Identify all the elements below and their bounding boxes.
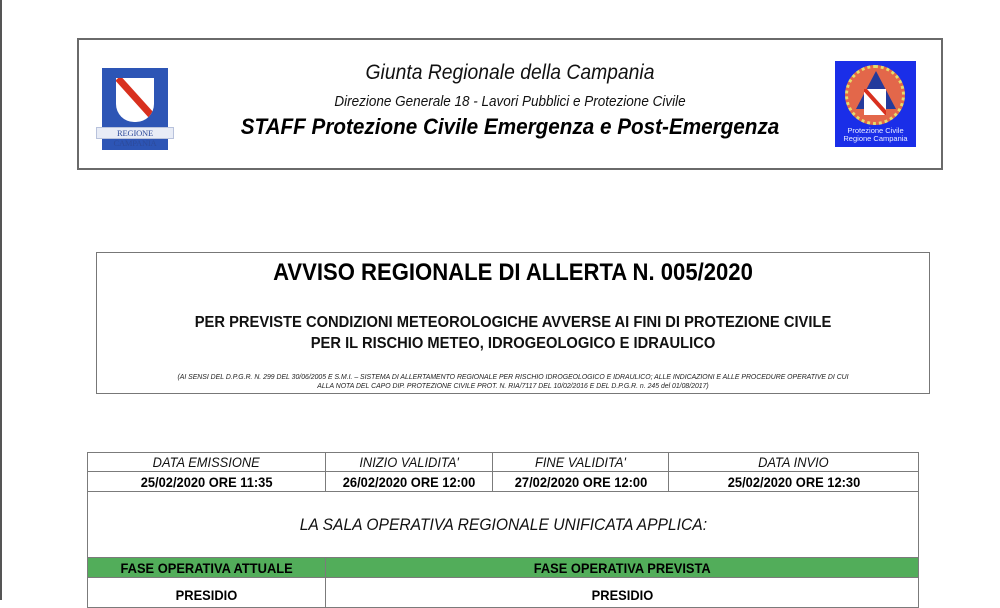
sala-operativa-text: LA SALA OPERATIVA REGIONALE UNIFICATA APPLICA: xyxy=(88,492,919,558)
value-data-invio: 25/02/2020 ORE 12:30 xyxy=(669,472,919,492)
page-left-edge xyxy=(0,0,2,600)
header-data-invio: DATA INVIO xyxy=(669,453,919,472)
letterhead xyxy=(77,38,943,170)
value-data-emissione: 25/02/2020 ORE 11:35 xyxy=(88,472,326,492)
protezione-civile-logo xyxy=(835,61,916,147)
alert-subtitle-line2: PER IL RISCHIO METEO, IDROGEOLOGICO E IDRAULICO xyxy=(310,335,716,352)
header-inizio-validita: INIZIO VALIDITA' xyxy=(326,453,493,472)
value-inizio-validita: 26/02/2020 ORE 12:00 xyxy=(326,472,493,492)
sala-operativa-row xyxy=(88,492,919,558)
fase-attuale-header: FASE OPERATIVA ATTUALE xyxy=(88,558,326,578)
letterhead-subtitle: Direzione Generale 18 - Lavori Pubblici e Protezione Civile xyxy=(334,93,686,110)
fase-operativa-value-row xyxy=(88,578,919,608)
fase-prevista-header: FASE OPERATIVA PREVISTA xyxy=(326,558,919,578)
fase-operativa-header-row xyxy=(88,558,919,578)
validity-table xyxy=(87,452,919,608)
letterhead-staff: STAFF Protezione Civile Emergenza e Post-Emergenza xyxy=(240,114,780,139)
alert-legal-note-line1: (AI SENSI DEL D.P.G.R. N. 299 DEL 30/06/2005 E S.M.I. – SISTEMA DI ALLERTAMENTO REGIONALE PER RISCHIO IDROGEOLOGICO E IDRAULICO; ALLE INDICAZIONI E ALLE PROCEDURE OPERATIVE DI CUI xyxy=(177,372,849,381)
protezione-civile-caption: Protezione Civile Regione Campania xyxy=(843,126,908,143)
header-data-emissione: DATA EMISSIONE xyxy=(88,453,326,472)
header-fine-validita: FINE VALIDITA' xyxy=(493,453,669,472)
campania-shield-small-icon xyxy=(864,89,886,115)
value-fine-validita: 27/02/2020 ORE 12:00 xyxy=(493,472,669,492)
alert-legal-note-line2: ALLA NOTA DEL CAPO DIP. PROTEZIONE CIVILE PROT. N. RIA/7117 DEL 10/02/2016 E DEL D.P.G.R. n. 245 del 01/08/2017) xyxy=(317,381,709,390)
fase-attuale-value: PRESIDIO xyxy=(88,578,326,608)
fase-prevista-value: PRESIDIO xyxy=(326,578,919,608)
letterhead-title: Giunta Regionale della Campania xyxy=(365,61,655,84)
alert-notice-box xyxy=(96,252,930,394)
alert-subtitle-line1: PER PREVISTE CONDIZIONI METEOROLOGICHE AVVERSE AI FINI DI PROTEZIONE CIVILE xyxy=(194,314,832,331)
table-row xyxy=(88,472,919,492)
regione-campania-logo-label: REGIONE CAMPANIA xyxy=(96,127,174,139)
alert-title: AVVISO REGIONALE DI ALLERTA N. 005/2020 xyxy=(273,259,753,286)
table-header-row xyxy=(88,453,919,472)
